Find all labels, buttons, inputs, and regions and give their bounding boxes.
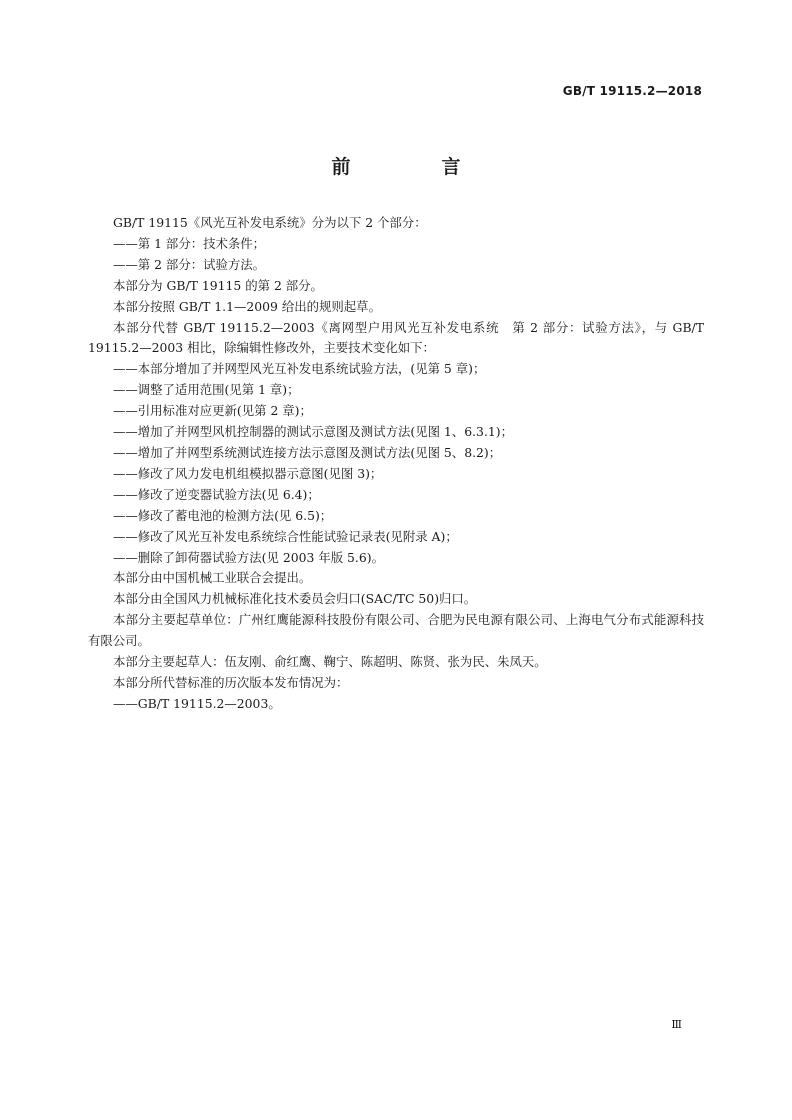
list-item-change: ——修改了风光互补发电系统综合性能试验记录表(见附录 A)；	[113, 528, 458, 544]
foreword-body	[88, 213, 704, 715]
standard-code: GB/T 19115.2—2018	[562, 84, 702, 98]
list-item-part-1: ——第 1 部分：技术条件；	[113, 235, 266, 251]
list-item-change: ——引用标准对应更新(见第 2 章)；	[113, 403, 312, 419]
paragraph-under-jurisdiction: 本部分由全国风力机械标准化技术委员会归口(SAC/TC 50)归口。	[113, 591, 477, 607]
list-item-part-2: ——第 2 部分：试验方法。	[113, 256, 266, 272]
paragraph-this-part: 本部分为 GB/T 19115 的第 2 部分。	[113, 277, 323, 293]
paragraph-replaces: 本部分代替 GB/T 19115.2—2003《离网型户用风光互补发电系统 第 2 部分：试验方法》，与 GB/T 19115.2—2003 相比，除编辑性修改外，主要技术变化如下：	[88, 319, 704, 356]
paragraph-proposed-by: 本部分由中国机械工业联合会提出。	[113, 570, 312, 586]
page-number: Ⅲ	[671, 1018, 682, 1031]
paragraph-drafters: 本部分主要起草人：伍友刚、俞红鹰、鞠宁、陈超明、陈贤、张为民、朱凤天。	[113, 654, 547, 670]
list-item-change: ——调整了适用范围(见第 1 章)；	[113, 382, 300, 398]
paragraph-drafting-units: 本部分主要起草单位：广州红鹰能源科技股份有限公司、合肥为民电源有限公司、上海电气分布式能源科技有限公司。	[88, 612, 704, 649]
list-item-change: ——修改了风力发电机组模拟器示意图(见图 3)；	[113, 465, 383, 481]
list-item-change: ——增加了并网型系统测试连接方法示意图及测试方法(见图 5、8.2)；	[113, 444, 502, 460]
list-item-change: ——修改了逆变器试验方法(见 6.4)；	[113, 486, 320, 502]
paragraph-previous-editions: 本部分所代替标准的历次版本发布情况为：	[113, 674, 349, 690]
list-item-change: ——修改了蓄电池的检测方法(见 6.5)；	[113, 507, 333, 523]
list-item-change: ——增加了并网型风机控制器的测试示意图及测试方法(见图 1、6.3.1)；	[113, 424, 513, 440]
paragraph-parts-intro: GB/T 19115《风光互补发电系统》分为以下 2 个部分：	[113, 215, 427, 230]
paragraph-drafting-rules: 本部分按照 GB/T 1.1—2009 给出的规则起草。	[113, 298, 381, 314]
list-item-change: ——删除了卸荷器试验方法(见 2003 年版 5.6)。	[113, 549, 384, 565]
page-title: 前 言	[331, 156, 497, 178]
list-item-change: ——本部分增加了并网型风光互补发电系统试验方法，(见第 5 章)；	[113, 361, 486, 377]
list-item-previous-edition: ——GB/T 19115.2—2003。	[113, 695, 281, 711]
